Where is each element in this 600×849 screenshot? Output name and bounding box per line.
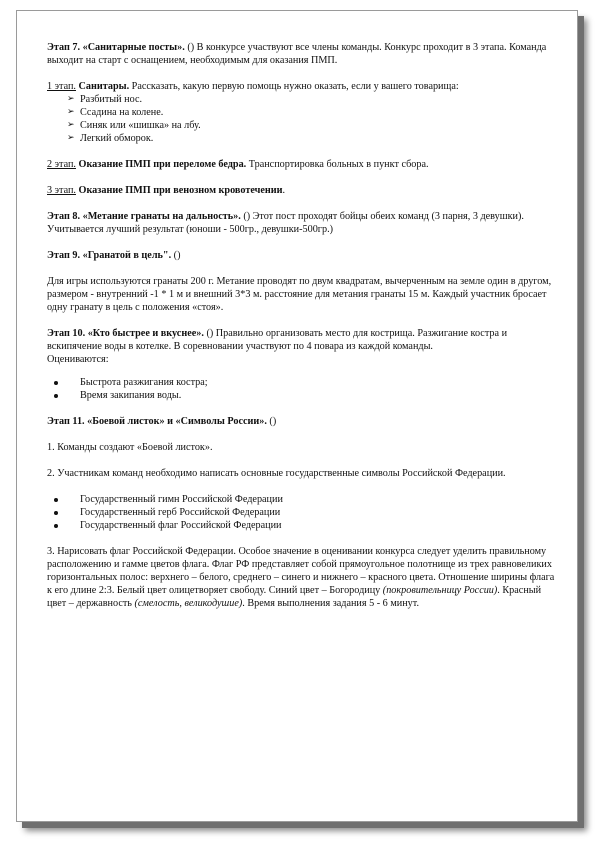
stage8-text: () Этот пост проходят бойцы обеих команд (3 парня, 3 девушки). Учитывается лучший результат (юноши - 500гр., девушки-500гр.) [47, 211, 524, 235]
list-item: Время закипания воды. [47, 389, 555, 402]
list-item: ➢ Ссадина на колене. [47, 106, 555, 119]
step1-text: Рассказать, какую первую помощь нужно оказать, если у вашего товарища: [129, 81, 459, 92]
stage7-paragraph [47, 41, 555, 67]
stage11-item2: 2. Участникам команд необходимо написать основные государственные символы Российской Федерации. [47, 468, 506, 479]
item3-text-b: . Красный цвет – державность [47, 585, 542, 609]
item3-italic-1: (покровительницу России) [382, 585, 498, 596]
stage11-item3 [47, 545, 555, 610]
list-item: ➢ Синяк или «шишка» на лбу. [47, 119, 555, 132]
step2-text: Транспортировка больных в пункт сбора. [246, 159, 429, 170]
document-page [16, 10, 578, 822]
stage7-step2 [47, 158, 555, 171]
step2-title: Оказание ПМП при переломе бедра. [75, 159, 247, 170]
stage11-item1: 1. Команды создают «Боевой листок». [47, 442, 213, 453]
step3-title: Оказание ПМП при венозном кровотечении [75, 185, 283, 196]
step1-label: 1 этап. [47, 81, 76, 92]
stage9-text: Для игры используются гранаты 200 г. Метание проводят по двум квадратам, вычерченным на земле один в другом, размером - внутренний -1 * 1 м и внешний 3*3 м. расстояние для метания гранаты 15 м. Каждый участник бросает одну гранату в цель с положения «стоя». [47, 276, 552, 313]
stage10-title: Этап 10. «Кто быстрее и вкуснее». [47, 328, 204, 339]
stage11-title: Этап 11. «Боевой листок» и «Символы России». [47, 416, 267, 427]
stage10-paragraph [47, 327, 555, 353]
list-item: ➢ Разбитый нос. [47, 93, 555, 106]
stage9-suffix: () [171, 250, 181, 261]
step1-title: Санитары. [75, 81, 130, 92]
item3-italic-2: (смелость, великодушие) [134, 598, 243, 609]
injury-list [47, 93, 555, 145]
stage8-paragraph [47, 210, 555, 236]
stage7-intro: () В конкурсе участвуют все члены команды. Конкурс проходит в 3 этапа. Команда выходит на старт с оснащением, необходимым для оказания ПМП. [47, 42, 547, 66]
stage10-evaluated: Оцениваются: [47, 354, 109, 365]
stage11-suffix: () [266, 416, 277, 427]
step2-label: 2 этап. [47, 159, 76, 170]
stage10-text: () Правильно организовать место для кострища. Разжигание костра и вскипячение воды в котелке. В соревновании участвуют по 4 повара из каждой команды. [47, 328, 508, 352]
document-content [47, 41, 555, 610]
stage7-step3 [47, 184, 555, 197]
list-item: Государственный гимн Российской Федерации [47, 493, 555, 506]
stage11-heading [47, 415, 555, 428]
list-item: Быстрота разжигания костра; [47, 376, 555, 389]
stage9-heading [47, 249, 555, 262]
stage7-step1 [47, 80, 555, 93]
symbols-list [47, 493, 555, 532]
list-item: Государственный герб Российской Федерации [47, 506, 555, 519]
stage7-title: Этап 7. «Санитарные посты». [47, 42, 185, 53]
item3-text-c: . Время выполнения задания 5 - 6 минут. [242, 598, 419, 609]
list-item: Государственный флаг Российской Федерации [47, 519, 555, 532]
stage8-title: Этап 8. «Метание гранаты на дальность». [47, 211, 241, 222]
step3-label: 3 этап. [47, 185, 76, 196]
item3-text-a: 3. Нарисовать флаг Российской Федерации. Особое значение в оценивании конкурса следует уделить правильному расположению и гамме цветов флага. Флаг РФ представляет собой прямоугольное полотнище из трех равновеликих горизонтальных полос: верхнего – белого, среднего – синего и нижнего – красного цвета. Отношение ширины флага к его длине 2:3. Белый цвет олицетворяет свободу. Синий цвет – Богородицу [47, 546, 555, 596]
stage9-title: Этап 9. «Гранатой в цель". [47, 250, 172, 261]
list-item: ➢ Легкий обморок. [47, 132, 555, 145]
criteria-list [47, 376, 555, 402]
step3-end: . [282, 185, 286, 196]
